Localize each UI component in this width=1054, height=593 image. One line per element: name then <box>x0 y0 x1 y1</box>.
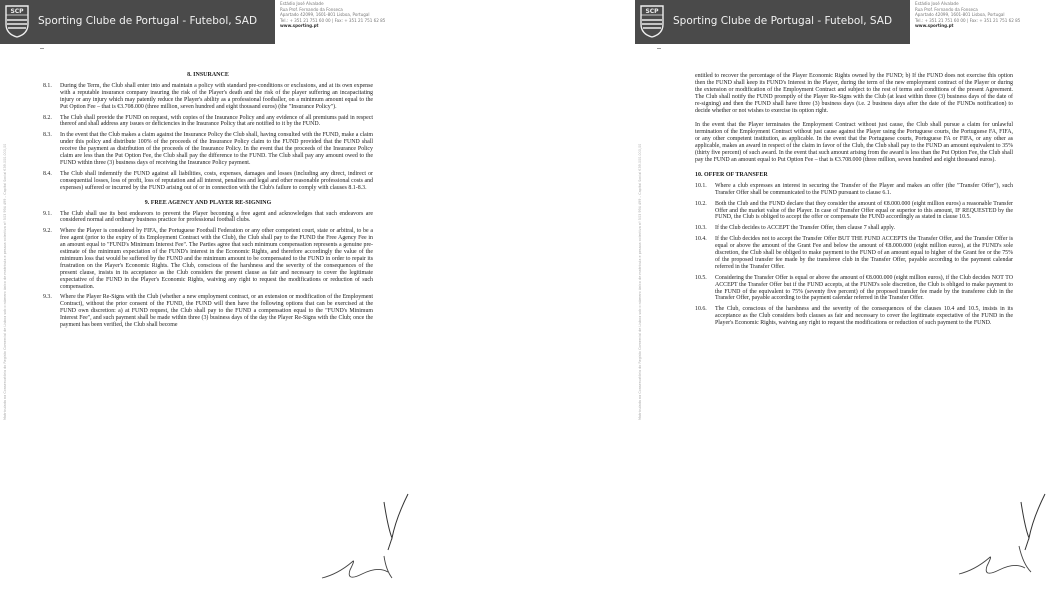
clause: 9.2. Where the Player is considered by FIFA, the Portuguese Football Federation or any other competent court, state or arbitral, to be a free agent (prior to the expiry of its Employment Contract with the Club), the Club shall pay to the FUND the Free Agency Fee in an amount equal to "FUND's Minimum Interest Fee". The Parties agree that such minimum compensation represents a genuine pre-estimate of the minimum expectation of the FUND's interest in the Economic Rights, and therefore accordingly the value of the minimum loss that would be suffered by the FUND and the minimum amount to be compensated to the FUND in order to repair its frustration on the Player's Economic Rights. The Club, conscious of the harshness and the severity of the consequences of the present clause, insists in its acceptance as the Club considers the present clause as fair and necessary to cover the legitimate expectative of the FUND in the Player's Economic Rights, waiving any right to request the modifications or reduction of such compensation. <box>43 228 373 290</box>
clause: 10.3. If the Club decides to ACCEPT the Transfer Offer, then clause 7 shall apply. <box>695 225 895 232</box>
club-name: Sporting Clube de Portugal - Futebol, SAD <box>673 15 893 27</box>
margin-mark <box>657 48 661 49</box>
paragraph: entitled to recover the percentage of the Player Economic Rights owned by the FUND; b) If the FUND does not exercise this option then the FUND shall keep its FUND's Interest in the Player, during the term of the new employment contract of the Player or during the extension or modification of the Employment Contract and subject to the rest of terms and conditions of the present Agreement. The Club shall notify the FUND promptly of the Player Re-Signs with the Club (at least within three (3) business days of the date of re-signing) and then the FUND shall have three (3) business days (i.e. 2 business days after the date of the FUNDs notification) to decide whether or not wishes to exercise its option right. <box>695 73 1013 114</box>
clause: 10.1. Where a club expresses an interest in securing the Transfer of the Player and makes an offer (the "Transfer Offer"), such Transfer Offer shall be communicated to the FUND pursuant to clause 6.1. <box>695 182 1013 196</box>
document-page-left <box>0 0 419 593</box>
section-title: 9. FREE AGENCY AND PLAYER RE-SIGNING <box>144 199 272 206</box>
document-body <box>43 64 373 333</box>
section-title: 10. OFFER OF TRANSFER <box>695 171 768 178</box>
page-header <box>635 0 910 44</box>
club-crest-icon <box>639 4 665 38</box>
page-header <box>0 0 275 44</box>
clause: 9.3. Where the Player Re-Signs with the Club (whether a new employment contract, or an extension or modification of the Employment Contract), without the prior consent of the FUND, the FUND will then have the following options that can be exercised at the FUND own discretion: a) at FUND request, the Club shall pay to the FUND a compensation equal to the "FUND's Minimum Interest Fee", and such payment shall be made within three (3) business days of the day the Player Re-Signs with the Club; once the payment has been verified, the Club shall become <box>43 294 373 329</box>
registry-side-note: Matriculada na Conservatória do Registo Comercial de Lisboa sob o número único de matrícula e pessoa colectiva nº 503 994 499 – Capital Social €39.000.000,00 <box>638 143 642 420</box>
clause: 8.3. In the event that the Club makes a claim against the Insurance Policy the Club shall, having consulted with the FUND, make a claim under this policy and distribute 100% of the proceeds of the Insurance Policy claim to the FUND provided that the FUND shall receive the payment as distribution of the proceeds of the Insurance Policy. In the event that the proceeds of the Insurance Policy claim are less than the Put Option Fee, the Club shall pay the difference to the FUND. The Club shall pay any amount owed to the FUND within three (3) business days of receiving the Insurance Policy payment. <box>43 132 373 166</box>
crest-letters: SCP <box>10 8 24 15</box>
page-gap <box>419 0 635 593</box>
club-name: Sporting Clube de Portugal - Futebol, SAD <box>38 15 258 27</box>
clause: 9.1. The Club shall use its best endeavors to prevent the Player becoming a free agent and acknowledges that such endeavors are considered normal and ordinary business practice for professional football clubs. <box>43 210 373 224</box>
clause: 10.5. Considering the Transfer Offer is equal or above the amount of €8.000.000 (eight million euros), if the Club decides NOT TO ACCEPT the Transfer Offer but if the FUND accepts, at the FUND's sole discretion, the Club is obliged to make payment to the FUND of the equivalent to 75% (seventy five percent) of the proposed transfer fee made by the transferee club in the Transfer Offer, payable according to the payment calendar referred in the Transfer Offer. <box>695 274 1013 302</box>
margin-mark <box>40 48 44 49</box>
section-title: 8. INSURANCE <box>187 72 229 78</box>
signature <box>955 540 1035 584</box>
crest-letters: SCP <box>645 8 659 15</box>
club-crest-icon <box>4 4 30 38</box>
club-address: Estádio José Alvalade Rua Prof. Fernando da Fonseca Apartado 42099, 1601-801 Lisboa, Portugal Tel.: + 351 21 751 60 00 | Fax: + 351 21 751 62 85 www.sporting.pt <box>915 1 1021 29</box>
document-page-right <box>635 0 1054 593</box>
clause: 10.2. Both the Club and the FUND declare that they consider the amount of €8.000.000 (eight million euros) a reasonable Transfer Offer and the market value of the Player. In case of Transfer Offer equal or superior to this amount, IF REQUESTED by the FUND, the Club is obliged to accept the offer or compensate the FUND accordingly as stated in clause 10.5. <box>695 200 1013 221</box>
clause: 8.2. The Club shall provide the FUND on request, with copies of the Insurance Policy and any evidence of all premiums paid in respect thereof and shall address any issues or deficiencies in the Insurance Policy that are notified to it by the FUND. <box>43 114 373 128</box>
clause: 8.1. During the Term, the Club shall enter into and maintain a policy with standard pre-conditions or exclusions, and at its own expense with a reputable insurance company insuring the risk of the Player's death and the risk of the player suffering an incapacitating injury or any injury which may patently reduce the Player's ability as a professional footballer, on a minimum amount equal to the Put Option Fee – that is €3.708.000 (three million, seven hundred and eight thousand euros) (the "Insurance Policy"). <box>43 82 373 110</box>
club-address: Estádio José Alvalade Rua Prof. Fernando da Fonseca Apartado 42099, 1601-801 Lisboa, Portugal Tel.: + 351 21 751 60 00 | Fax: + 351 21 751 62 85 www.sporting.pt <box>280 1 386 29</box>
signature <box>318 548 398 588</box>
paragraph: In the event that the Player terminates the Employment Contract without just cause, the Club shall pursue a claim for unlawful termination of the Employment Contract without just cause against the Player using the Portuguese courts, the Portuguese FA, FIFA, or any other competent institution, as applicable. In the event that the Portuguese courts, Portuguese FA or FIFA, or any other as applicable, makes an award in respect of the claim in favor of the Club, the Club shall pay to the FUND an amount equivalent to 35% (thirty five percent) of such award. In the event that such amount arising from the award is less than the Put Option Fee, the Club shall pay the FUND an amount equal to Put Option Fee – that is €3.708.000 (three million, seven hundred and eight thousand euros). <box>695 122 1013 163</box>
clause: 10.6. The Club, conscious of the harshness and the severity of the consequences of the clauses 10.4 and 10.5, insists in its acceptance as the Club considers both clauses as fair and necessary to cover the legitimate expectative of the FUND in the Player's Economic Rights, waiving any right to request the modifications or reduction of such payment to the FUND. <box>695 306 1013 327</box>
document-body <box>695 73 1013 331</box>
clause: 10.4. If the Club decides not to accept the Transfer Offer BUT THE FUND ACCEPTS the Transfer Offer, and the Transfer Offer is equal or above the amount of the Grant Fee and below the amount of €8.000.000 (eight million euros), at the FUND's sole discretion, the Club shall be obliged to make payment to the FUND of an amount equal to higher of the Grant fee or the 75% of the proposed transfer fee made by the transferee club in the Transfer Offer, payable according to the payment calendar referred in the Transfer Offer. <box>695 236 1013 270</box>
registry-side-note: Matriculada na Conservatória do Registo Comercial de Lisboa sob o número único de matrícula e pessoa colectiva nº 503 994 499 – Capital Social €39.000.000,00 <box>3 143 7 420</box>
clause: 8.4. The Club shall indemnify the FUND against all liabilities, costs, expenses, damages and losses (including any direct, indirect or consequential losses, loss of profit, loss of reputation and all interest, penalties and legal and other reasonable professional costs and expenses) suffered or incurred by the FUND arising out of or in connection with the Club's failure to comply with clauses 8.1-8.3. <box>43 170 373 191</box>
